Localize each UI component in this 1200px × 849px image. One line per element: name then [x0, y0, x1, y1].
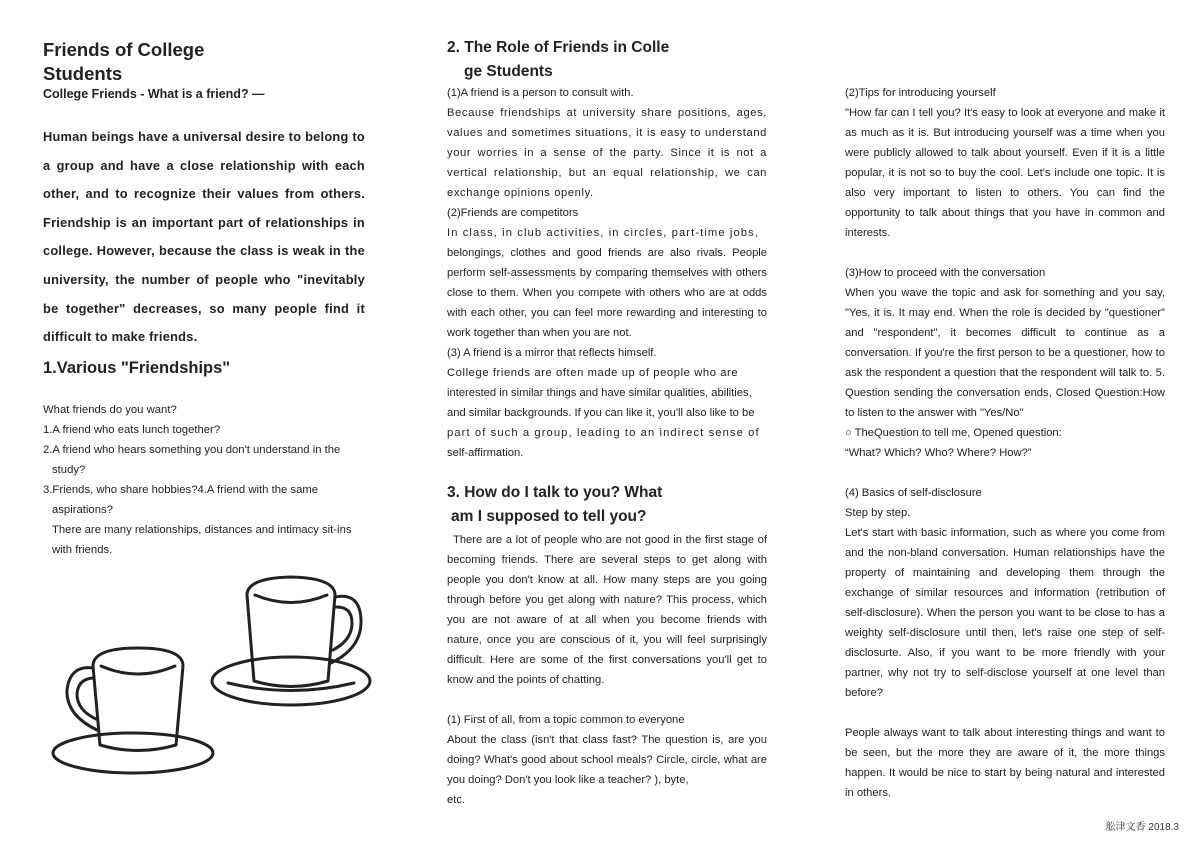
topic-common-title: (1) First of all, from a topic common to everyone — [447, 714, 685, 726]
section-3-body — [447, 530, 767, 810]
talk-intro-paragraph: There are a lot of people who are not good in the first stage of becoming friends. There are several steps to get along with people you don't know at all. How many steps are you going through before you get along with nature? This process, which you are not aware of at all when you become friends with nature, once you are conscious of it, you will feel surprisingly difficult. Here are some of the first conversations you'll get to know and the points of chatting. — [447, 534, 767, 686]
coffee-cups-icon — [50, 570, 380, 780]
list-item-3-line-2: aspirations? — [52, 504, 113, 516]
role-3-body-line-4: part of such a group, leading to an indirect sense of — [447, 427, 760, 439]
intro-paragraph: Human beings have a universal desire to belong to a group and have a close relationship with each other, and to recognize their values from others. Friendship is an important part of relationships in college. However, because the class is weak in the university, the number of people who "inevitably be together" decreases, so many people find it difficult to make friends. — [43, 129, 365, 345]
title-line-2: Students — [43, 63, 123, 84]
list-item-2-line-1: 2.A friend who hears something you don't understand in the — [43, 444, 341, 456]
tips-intro-body: "How far can I tell you? It's easy to look at everyone and make it as much as it is. But introducing yourself was a time when you were publicly allowed to talk about yourself. Even if it is a little popular, it is not so to buy the cool. Let's include one topic. It is also very important to listen to others. You can find the opportunity to talk about things that you have in common and interests. — [845, 107, 1165, 239]
section-2-heading — [447, 36, 669, 84]
proceed-title: (3)How to proceed with the conversation — [845, 267, 1046, 279]
section-3-heading-line-2: am I supposed to tell you? — [451, 508, 647, 525]
section-3-heading-line-1: 3. How do I talk to you? What — [447, 484, 663, 501]
proceed-open-question: ○ TheQuestion to tell me, Opened question: — [845, 427, 1062, 439]
disclosure-body: Let's start with basic information, such as where you come from and the non-bland conversation. Human relationships have the property of maintaining and developing them through the exchange of similar resources and information (retribution of self-disclosure). When the person you want to be close to has a weighty self-disclosure until then, let's raise one step of self-disclosurte. Also, if you want to be more friendly with your partner, why not try to self-disclose yourself at one level than before? — [845, 527, 1165, 699]
disclosure-step: Step by step. — [845, 507, 911, 519]
friends-list — [43, 400, 365, 560]
role-3-body-line-5: self-affirmation. — [447, 447, 524, 459]
role-1-title: (1)A friend is a person to consult with. — [447, 87, 634, 99]
topic-common-body: About the class (isn't that class fast? The question is, are you doing? What's good about school meals? Circle, circle, what are you doing? Don't you look like a teacher? ), byte, — [447, 734, 767, 786]
document-subtitle: College Friends - What is a friend? — — [43, 87, 265, 101]
closing-paragraph: People always want to talk about interesting things and want to be seen, but the more they are aware of it, the more things happen. It would be nice to start by being natural and interested in others. — [845, 727, 1165, 799]
role-3-body-line-2: interested in similar things and have similar qualities, abilities, — [447, 387, 752, 399]
role-3-body-line-3: and similar backgrounds. If you can like it, you'll also like to be — [447, 407, 755, 419]
section-2-body — [447, 83, 767, 463]
document-title — [43, 38, 204, 86]
proceed-body: When you wave the topic and ask for something and you say, "Yes, it is. It may end. When the role is decided by "questioner" and "respondent", it becomes difficult to continue as a conversation. If you're the first person to be a questioner, how to ask the respondent a question that the respondent will talk to. 5. Question sending the conversation ends, Closed Question:How to listen to the answer with "Yes/No" — [845, 287, 1165, 419]
section-3-heading — [447, 481, 662, 529]
section-2-heading-line-2: ge Students — [464, 63, 553, 80]
tips-intro-title: (2)Tips for introducing yourself — [845, 87, 996, 99]
proceed-question-words: “What? Which? Who? Where? How?” — [845, 447, 1032, 459]
list-note-line-1: There are many relationships, distances and intimacy sit-ins — [52, 524, 352, 536]
author-date-footer: 舩津文香 2018.3 — [1105, 822, 1179, 833]
role-2-body: belongings, clothes and good friends are also rivals. People perform self-assessments by comparing themselves with others close to them. When you compete with others who are at odds with each other, you can feel more rewarding and interesting to work together than when you are not. — [447, 247, 767, 339]
section-2-heading-line-1: 2. The Role of Friends in Colle — [447, 39, 670, 56]
list-note-line-2: with friends. — [52, 544, 113, 556]
role-2-body-line-1: In class, in club activities, in circles, part-time jobs, — [447, 227, 760, 239]
list-item-1: 1.A friend who eats lunch together? — [43, 424, 221, 436]
topic-common-end: etc. — [447, 794, 466, 806]
list-item-3-line-1: 3.Friends, who share hobbies?4.A friend with the same — [43, 484, 319, 496]
title-line-1: Friends of College — [43, 39, 205, 60]
role-3-body-line-1: College friends are often made up of people who are — [447, 367, 739, 379]
role-3-title: (3) A friend is a mirror that reflects himself. — [447, 347, 657, 359]
section-1-heading: 1.Various "Friendships" — [43, 359, 231, 377]
role-1-body: Because friendships at university share positions, ages, values and sometimes situations, it is easy to understand your worries in a sense of the party. Since it is not a vertical relationship, but an equal relationship, we can exchange opinions openly. — [447, 107, 767, 199]
left-saucer-icon — [53, 733, 213, 773]
conversation-tips — [845, 83, 1165, 803]
disclosure-title: (4) Basics of self-disclosure — [845, 487, 982, 499]
list-item-2-line-2: study? — [52, 464, 86, 476]
role-2-title: (2)Friends are competitors — [447, 207, 579, 219]
right-saucer-icon — [212, 657, 370, 705]
list-question: What friends do you want? — [43, 404, 177, 416]
right-cup-icon — [247, 577, 335, 687]
